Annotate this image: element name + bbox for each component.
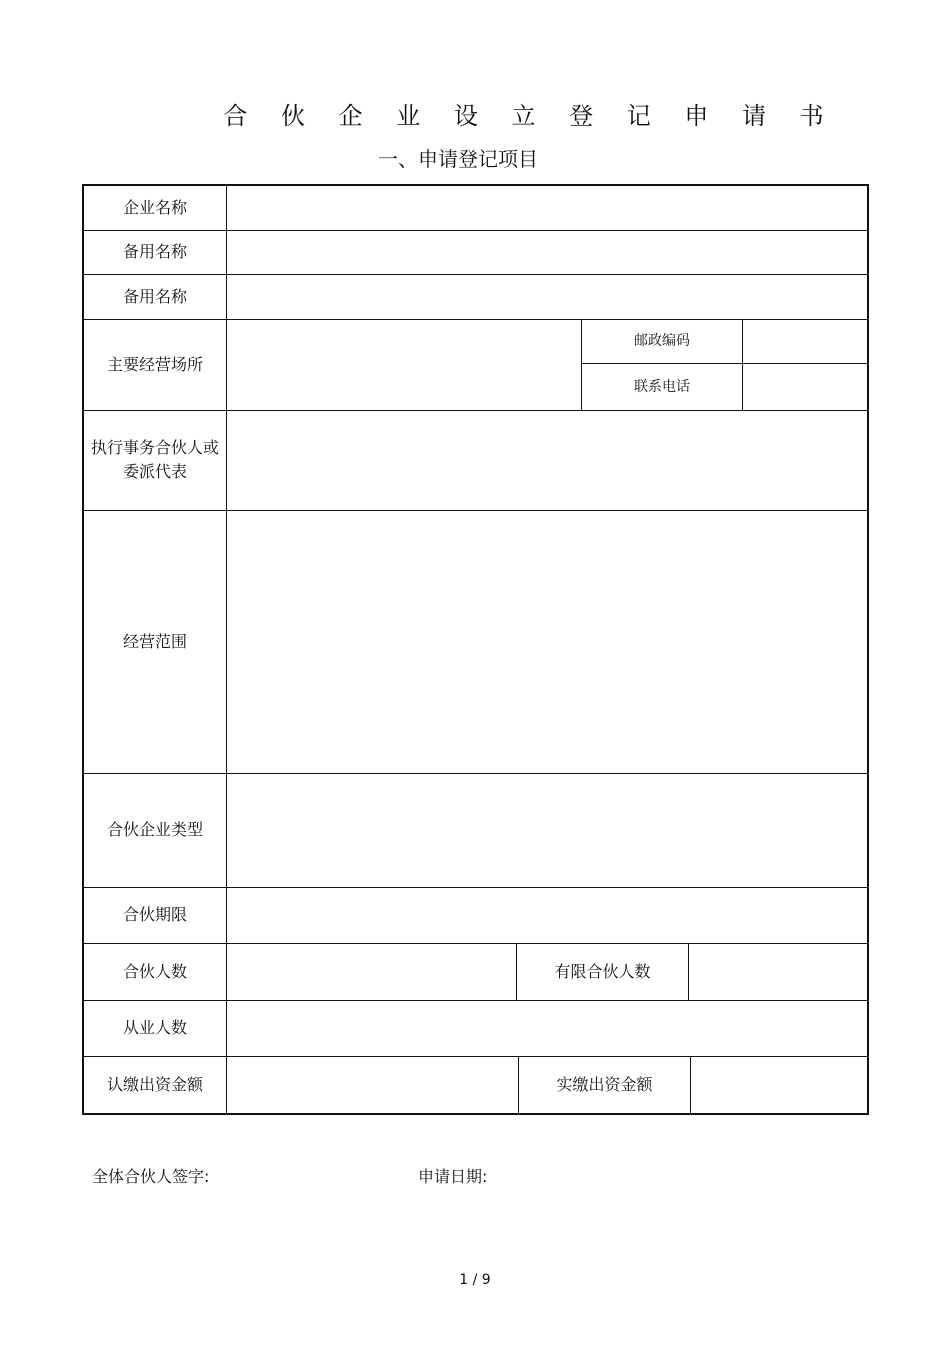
phone-label: 联系电话 (634, 379, 690, 395)
enterprise-name-label: 企业名称 (122, 198, 187, 217)
business-scope-field[interactable] (227, 511, 867, 773)
partnership-term-field[interactable] (227, 888, 867, 943)
limited-partner-count-field[interactable] (689, 944, 867, 1000)
alt-name-2-field[interactable] (227, 275, 867, 319)
partner-count-field[interactable] (227, 944, 516, 1000)
main-premises-label: 主要经营场所 (106, 354, 203, 374)
page-number: 1 / 9 (459, 1272, 491, 1288)
subscribed-capital-label: 认缴出资金额 (106, 1074, 203, 1094)
registration-form-table (82, 184, 869, 1115)
employee-count-field[interactable] (227, 1001, 867, 1056)
postal-code-label: 邮政编码 (634, 333, 690, 349)
signature-label: 全体合伙人签字: (92, 1167, 210, 1186)
executive-partner-field[interactable] (227, 411, 867, 510)
enterprise-type-label: 合伙企业类型 (106, 820, 203, 839)
partner-count-label: 合伙人数 (122, 961, 187, 981)
business-scope-label: 经营范围 (122, 631, 187, 651)
paid-capital-field[interactable] (691, 1057, 867, 1113)
subscribed-capital-field[interactable] (227, 1057, 518, 1113)
alt-name-1-label: 备用名称 (122, 242, 187, 261)
paid-capital-label: 实缴出资金额 (556, 1074, 653, 1094)
date-label: 申请日期: (418, 1167, 488, 1186)
limited-partner-count-label: 有限合伙人数 (554, 961, 651, 981)
alt-name-1-field[interactable] (227, 231, 867, 274)
partnership-term-label: 合伙期限 (122, 905, 187, 924)
section-heading: 一、申请登记项目 (378, 147, 538, 171)
form-title: 合 伙 企 业 设 立 登 记 申 请 书 (223, 102, 837, 130)
alt-name-2-label: 备用名称 (122, 286, 187, 306)
enterprise-name-field[interactable] (227, 186, 867, 230)
phone-field[interactable] (743, 364, 867, 410)
executive-partner-label: 执行事务合伙人或委派代表 (90, 438, 219, 481)
postal-code-field[interactable] (743, 320, 867, 363)
main-premises-field[interactable] (227, 320, 581, 410)
employee-count-label: 从业人数 (122, 1018, 187, 1037)
enterprise-type-field[interactable] (227, 774, 867, 887)
